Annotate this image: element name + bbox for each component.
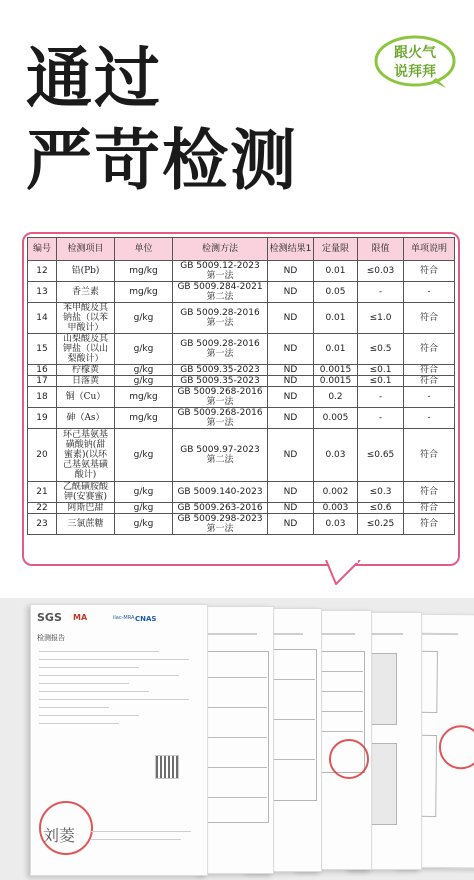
cell-method: GB 5009.268-2016 第一法	[173, 408, 268, 429]
cell-method: GB 5009.298-2023 第一法	[173, 514, 268, 535]
report-cover-page	[30, 604, 208, 876]
cell-no: 19	[28, 408, 57, 429]
cell-loq: 0.002	[314, 482, 358, 503]
cell-no: 20	[28, 429, 57, 482]
cell-note: -	[404, 282, 455, 303]
cell-limit: -	[358, 408, 404, 429]
cell-item: 柠檬黄	[57, 365, 115, 376]
cell-loq: 0.01	[314, 261, 358, 282]
cell-loq: 0.05	[314, 282, 358, 303]
table-row	[28, 334, 455, 365]
cell-limit: ≤0.65	[358, 429, 404, 482]
cell-no: 14	[28, 303, 57, 334]
cell-item: 砷（As）	[57, 408, 115, 429]
table-header-col-item: 检测项目	[57, 238, 115, 261]
cell-loq: 0.003	[314, 503, 358, 514]
cell-result: ND	[268, 376, 314, 387]
cell-no: 22	[28, 503, 57, 514]
cell-note: 符合	[404, 503, 455, 514]
headline-line-1: 通过	[26, 40, 162, 117]
brand-line-1: 跟火气	[394, 45, 436, 61]
cell-unit: g/kg	[115, 303, 173, 334]
headline-line-2: 严苛检测	[26, 122, 298, 199]
table-row	[28, 408, 455, 429]
cell-note: 符合	[404, 514, 455, 535]
cell-note: 符合	[404, 429, 455, 482]
cell-loq: 0.0015	[314, 376, 358, 387]
cell-no: 13	[28, 282, 57, 303]
report-title: 检测报告	[37, 634, 65, 642]
cell-limit: ≤0.5	[358, 334, 404, 365]
cell-item: 环己基氨基 磺酸钠(甜 蜜素)(以环 己基氨基磺 酸计)	[57, 429, 115, 482]
cell-result: ND	[268, 387, 314, 408]
cell-note: 符合	[404, 334, 455, 365]
table-row	[28, 482, 455, 503]
brand-line-2: 说拜拜	[394, 64, 436, 80]
table-row	[28, 514, 455, 535]
cell-note: 符合	[404, 261, 455, 282]
cell-unit: mg/kg	[115, 408, 173, 429]
cell-unit: g/kg	[115, 429, 173, 482]
cell-item: 铜（Cu）	[57, 387, 115, 408]
table-row	[28, 387, 455, 408]
cell-no: 21	[28, 482, 57, 503]
table-row	[28, 261, 455, 282]
cell-loq: 0.01	[314, 303, 358, 334]
cell-result: ND	[268, 334, 314, 365]
cell-no: 16	[28, 365, 57, 376]
cell-result: ND	[268, 261, 314, 282]
cell-item: 阿斯巴甜	[57, 503, 115, 514]
table-header-col-note: 单项说明	[404, 238, 455, 261]
table-header-col-no: 编号	[28, 238, 57, 261]
table-header-col-loq: 定量限	[314, 238, 358, 261]
cell-result: ND	[268, 303, 314, 334]
cma-logo: MA	[73, 613, 88, 622]
cell-no: 23	[28, 514, 57, 535]
cell-item: 苯甲酸及其 钠盐（以苯 甲酸计）	[57, 303, 115, 334]
cell-unit: g/kg	[115, 334, 173, 365]
report-photo	[0, 598, 474, 880]
cell-unit: g/kg	[115, 514, 173, 535]
cell-method: GB 5009.268-2016 第一法	[173, 387, 268, 408]
table-header-col-limit: 限值	[358, 238, 404, 261]
cell-note: 符合	[404, 376, 455, 387]
cell-result: ND	[268, 514, 314, 535]
table-header-col-unit: 单位	[115, 238, 173, 261]
table-row	[28, 282, 455, 303]
cell-result: ND	[268, 282, 314, 303]
cell-limit: -	[358, 387, 404, 408]
cell-no: 17	[28, 376, 57, 387]
results-table	[27, 237, 455, 535]
report-page-2	[200, 606, 274, 874]
cell-limit: -	[358, 282, 404, 303]
cell-method: GB 5009.97-2023 第二法	[173, 429, 268, 482]
table-header-col-result: 检测结果1	[268, 238, 314, 261]
table-header-col-method: 检测方法	[173, 238, 268, 261]
cell-note: 符合	[404, 303, 455, 334]
cell-loq: 0.2	[314, 387, 358, 408]
cell-method: GB 5009.28-2016 第一法	[173, 334, 268, 365]
cell-no: 12	[28, 261, 57, 282]
headline	[26, 38, 298, 202]
cell-unit: mg/kg	[115, 261, 173, 282]
cell-unit: g/kg	[115, 365, 173, 376]
cell-item: 日落黄	[57, 376, 115, 387]
cell-unit: g/kg	[115, 503, 173, 514]
card-tail-icon	[324, 560, 374, 586]
cell-item: 香兰素	[57, 282, 115, 303]
cell-limit: ≤0.1	[358, 376, 404, 387]
cell-no: 15	[28, 334, 57, 365]
cell-loq: 0.0015	[314, 365, 358, 376]
cell-method: GB 5009.284-2021 第二法	[173, 282, 268, 303]
cell-loq: 0.005	[314, 408, 358, 429]
qr-code-icon	[155, 755, 179, 779]
table-row	[28, 429, 455, 482]
ilac-logo: ilac-MRA	[113, 615, 135, 621]
brand-logo	[374, 34, 456, 90]
cell-result: ND	[268, 365, 314, 376]
cell-unit: g/kg	[115, 482, 173, 503]
cell-result: ND	[268, 503, 314, 514]
cell-limit: ≤0.25	[358, 514, 404, 535]
cell-note: -	[404, 387, 455, 408]
signature: 刘菱	[43, 826, 76, 845]
results-card	[22, 232, 460, 566]
cell-loq: 0.03	[314, 514, 358, 535]
cell-note: -	[404, 408, 455, 429]
table-header-row	[28, 238, 455, 261]
sgs-logo: SGS	[37, 611, 62, 624]
cell-item: 乙酰磺胺酸 钾(安赛蜜)	[57, 482, 115, 503]
cell-item: 山梨酸及其 钾盐（以山 梨酸计）	[57, 334, 115, 365]
cell-method: GB 5009.35-2023	[173, 365, 268, 376]
cell-item: 铅(Pb)	[57, 261, 115, 282]
cell-limit: ≤0.1	[358, 365, 404, 376]
table-row	[28, 503, 455, 514]
cell-method: GB 5009.12-2023 第一法	[173, 261, 268, 282]
cell-item: 三氯蔗糖	[57, 514, 115, 535]
cell-loq: 0.01	[314, 334, 358, 365]
cell-limit: ≤0.6	[358, 503, 404, 514]
cell-method: GB 5009.28-2016 第一法	[173, 303, 268, 334]
cell-method: GB 5009.140-2023	[173, 482, 268, 503]
cell-note: 符合	[404, 365, 455, 376]
table-row	[28, 365, 455, 376]
cell-method: GB 5009.35-2023	[173, 376, 268, 387]
cell-unit: mg/kg	[115, 387, 173, 408]
table-body	[28, 261, 455, 535]
table-row	[28, 303, 455, 334]
cell-no: 18	[28, 387, 57, 408]
cell-note: 符合	[404, 482, 455, 503]
cell-unit: mg/kg	[115, 282, 173, 303]
cell-result: ND	[268, 482, 314, 503]
cell-result: ND	[268, 408, 314, 429]
table-row	[28, 376, 455, 387]
cell-limit: ≤0.3	[358, 482, 404, 503]
cell-limit: ≤0.03	[358, 261, 404, 282]
cell-unit: g/kg	[115, 376, 173, 387]
cell-method: GB 5009.263-2016	[173, 503, 268, 514]
cell-limit: ≤1.0	[358, 303, 404, 334]
cell-loq: 0.03	[314, 429, 358, 482]
cnas-logo: CNAS	[135, 615, 157, 623]
cell-result: ND	[268, 429, 314, 482]
